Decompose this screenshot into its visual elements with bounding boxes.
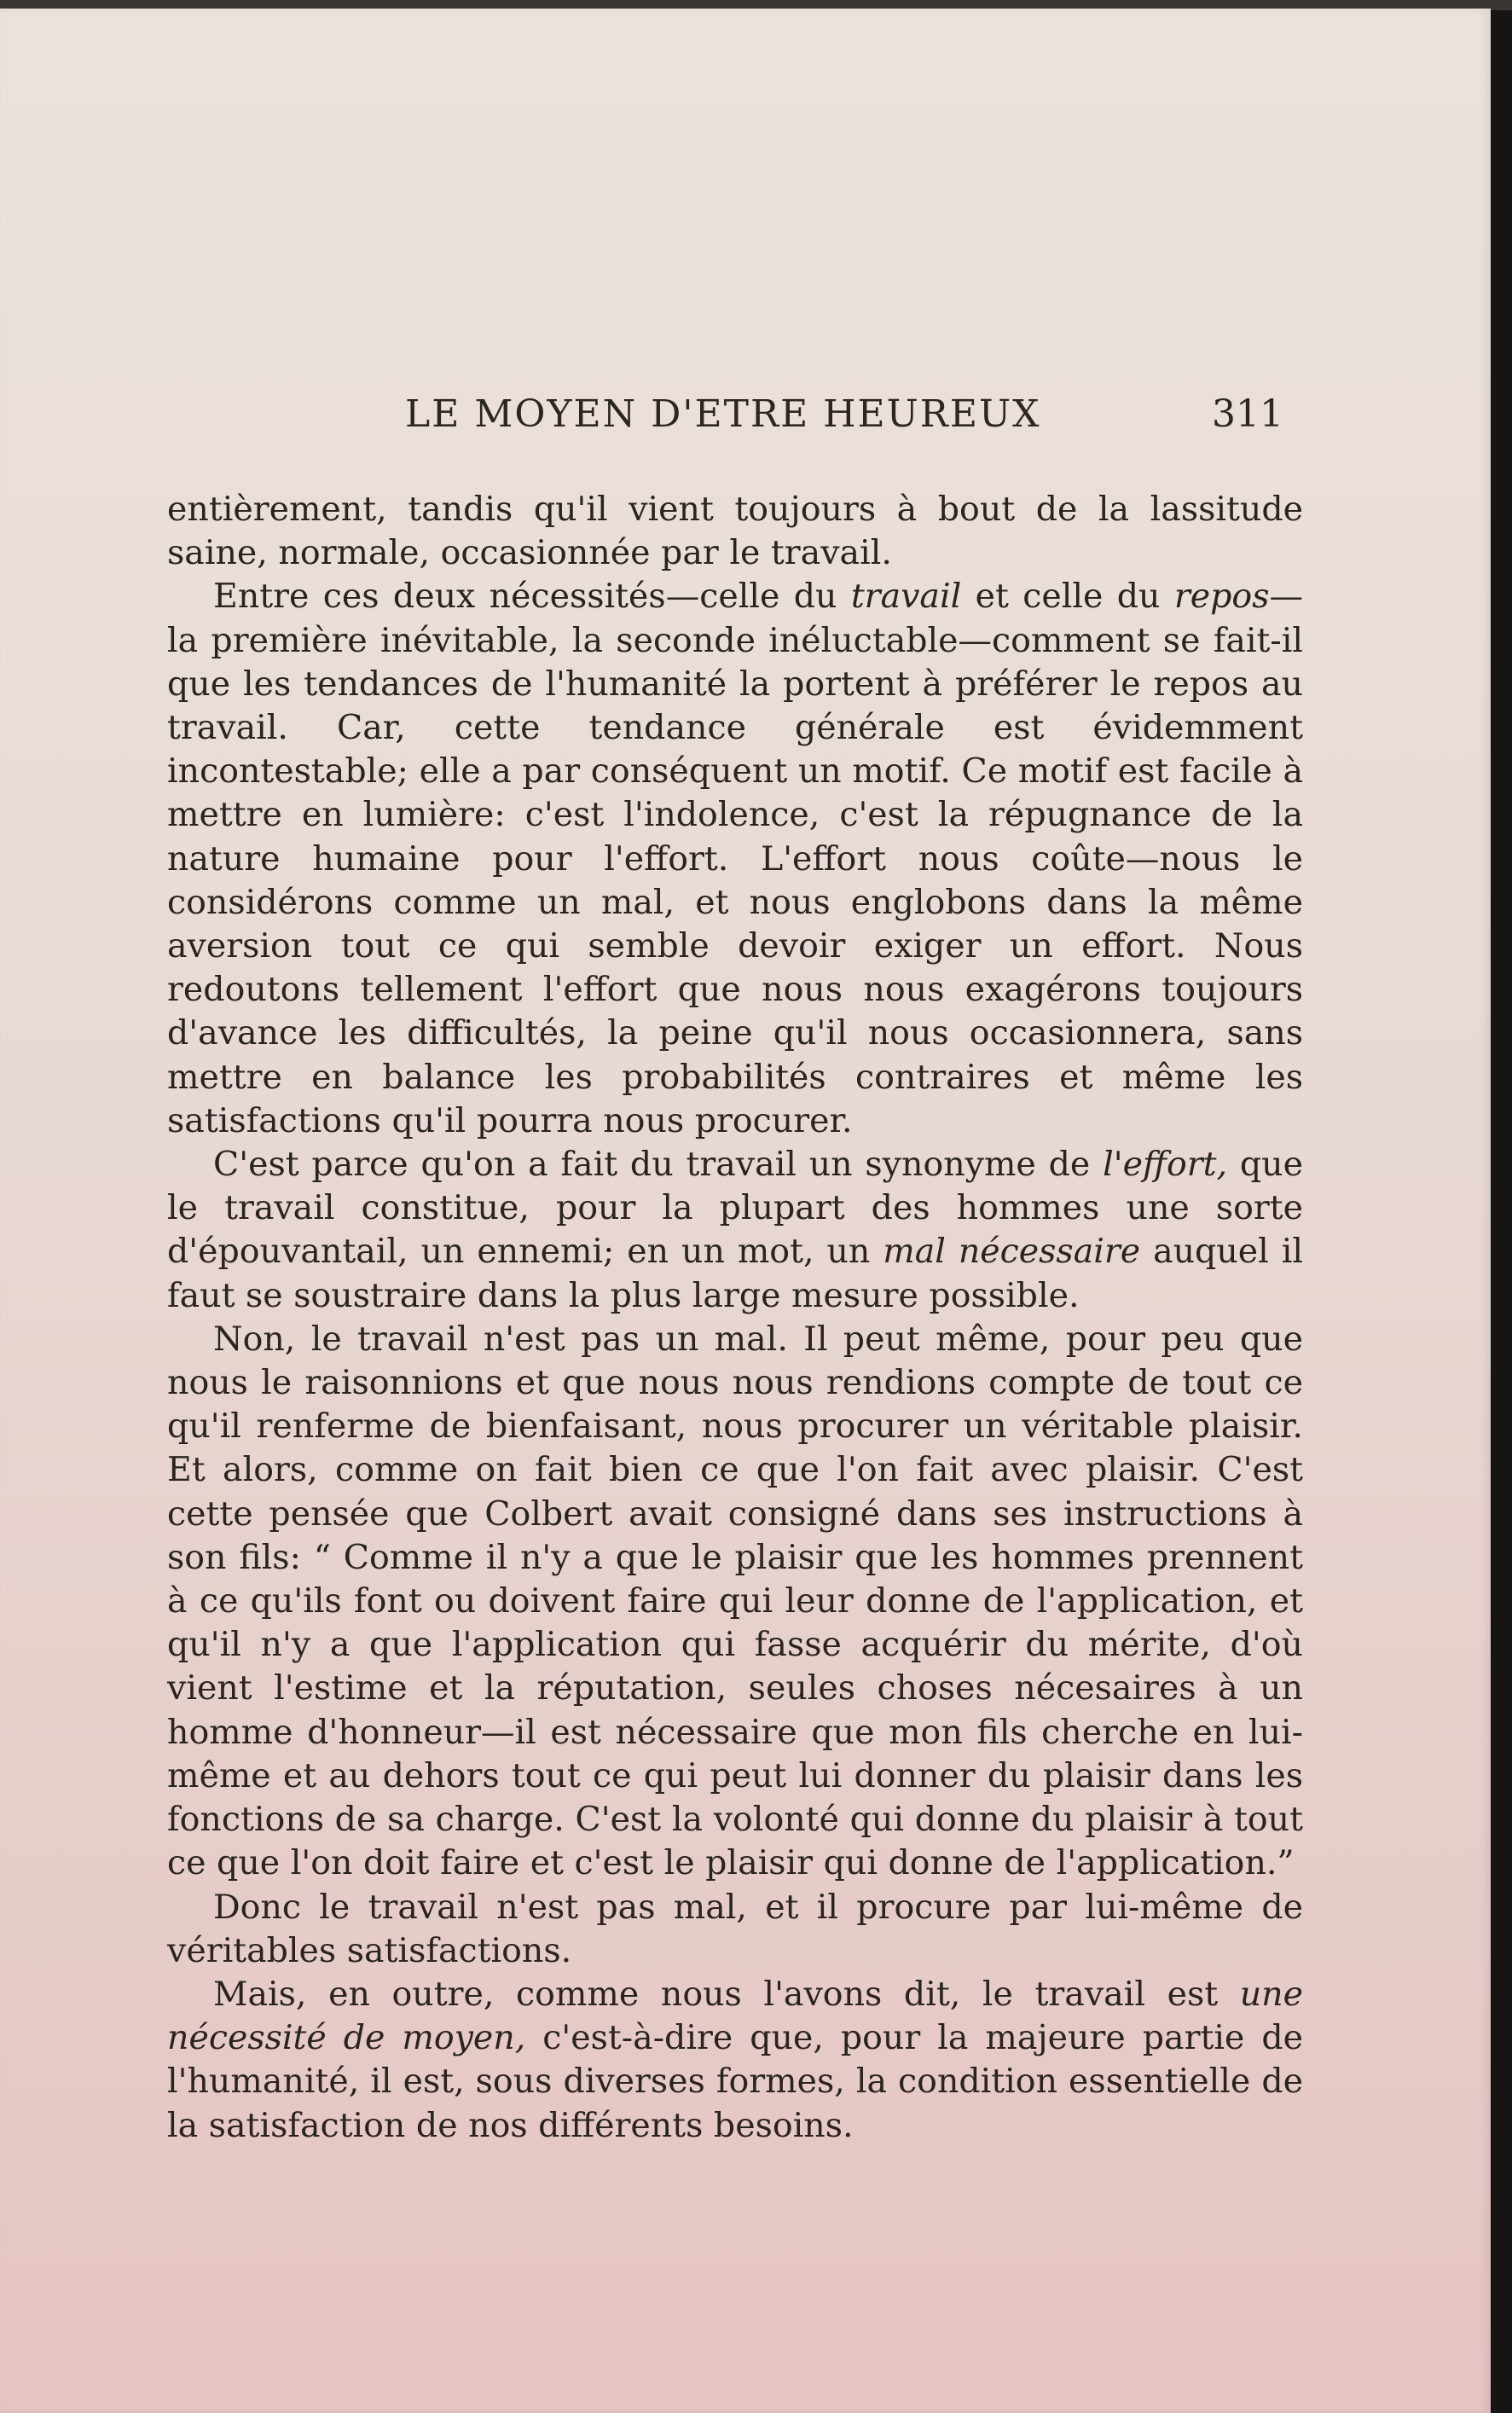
- text-run: c'est-à-dire que, pour la majeure partie de l'humanité, il est, sous diverses formes, la condition essentielle de la satisfaction de nos différents besoins.: [167, 2018, 1303, 2145]
- text-run: C'est parce qu'on a fait du travail un synonyme de: [213, 1145, 1104, 1185]
- paragraph-p4: [167, 1318, 1303, 1886]
- paragraph-p3: [167, 1143, 1303, 1318]
- paragraph-p1: [167, 488, 1303, 575]
- paragraph-p5: [167, 1886, 1303, 1973]
- body-text: [167, 488, 1303, 2148]
- text-run: et celle du: [961, 577, 1174, 617]
- text-run: —la première inévitable, la seconde inéluctable—comment se fait-il que les tendances de l'humanité la portent à préférer le repos au travail. Car, cette tendance générale est évidemment incontestable; elle a par conséquent un motif. Ce motif est facile à mettre en lumière: c'est l'indolence, c'est la répugnance de la nature humaine pour l'effort. L'effort nous coûte—nous le considérons comme un mal, et nous englobons dans la même aversion tout ce qui semble devoir exiger un effort. Nous redoutons tellement l'effort que nous nous exagérons toujours d'avance les difficultés, la peine qu'il nous occasionnera, sans mettre en balance les probabilités contraires et même les satisfactions qu'il pourra nous procurer.: [167, 577, 1303, 1140]
- text-run: entièrement, tandis qu'il vient toujours à bout de la lassitude saine, normale, occasionnée par le travail.: [167, 490, 1303, 573]
- page-number: 311: [1212, 392, 1283, 436]
- paragraph-p2: [167, 575, 1303, 1143]
- running-title: LE MOYEN D'ETRE HEUREUX: [405, 392, 1041, 436]
- text-run: Non, le travail n'est pas un mal. Il peut même, pour peu que nous le raisonnions et que nous nous rendions compte de tout ce qu'il renferme de bienfaisant, nous procurer un véritable plaisir. Et alors, comme on fait bien ce que l'on fait avec plaisir. C'est cette pensée que Colbert avait consigné dans ses instructions à son fils: “ Comme il n'y a que le plaisir que les hommes prennent à ce qu'ils font ou doivent faire qui leur donne de l'application, et qu'il n'y a que l'application qui fasse acquérir du mérite, d'où vient l'estime et la réputation, seules choses nécesaires à un homme d'honneur—il est nécessaire que mon fils cherche en lui-même et au dehors tout ce qui peut lui donner du plaisir dans les fonctions de sa charge. C'est la volonté qui donne du plaisir à tout ce que l'on doit faire et c'est le plaisir qui donne de l'application.”: [167, 1319, 1303, 1883]
- book-page: [0, 9, 1491, 2413]
- text-run: auquel il faut se soustraire dans la plus large mesure possible.: [167, 1232, 1303, 1315]
- italic-text: mal nécessaire: [883, 1232, 1141, 1272]
- text-run: Mais, en outre, comme nous l'avons dit, le travail est: [213, 1974, 1240, 2014]
- italic-text: une nécessité de moyen,: [167, 1974, 1303, 2058]
- italic-text: l'effort,: [1103, 1145, 1228, 1185]
- running-head: [171, 392, 1283, 444]
- text-run: que le travail constitue, pour la plupart des hommes une sorte d'épouvantail, un ennemi; en un mot, un: [167, 1145, 1303, 1272]
- italic-text: travail: [850, 577, 962, 617]
- paragraph-p6: [167, 1973, 1303, 2148]
- text-run: Entre ces deux nécessités—celle du: [213, 577, 851, 617]
- text-run: Donc le travail n'est pas mal, et il procure par lui-même de véritables satisfactions.: [167, 1887, 1303, 1970]
- italic-text: repos: [1173, 577, 1270, 617]
